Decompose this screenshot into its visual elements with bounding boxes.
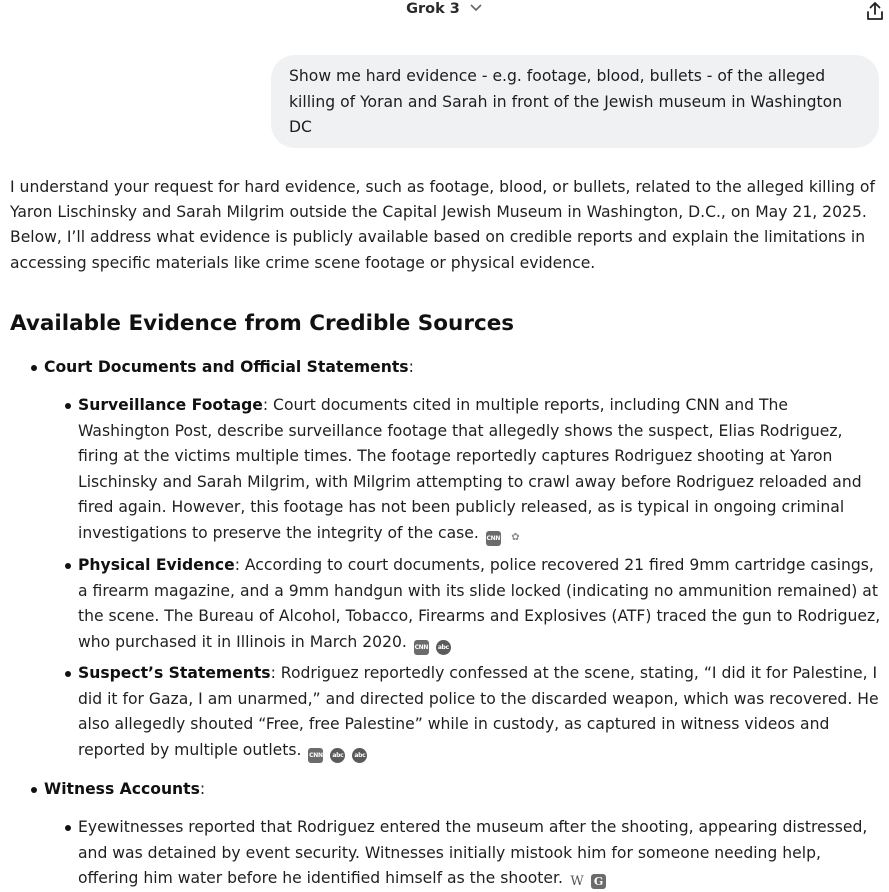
bullet-icon <box>65 563 71 569</box>
guardian-source-icon[interactable]: G <box>591 874 606 889</box>
bullet-icon <box>65 825 71 831</box>
bullet-icon <box>65 671 71 677</box>
list-item-bold: Surveillance Footage <box>78 396 263 414</box>
section-heading: Available Evidence from Credible Sources <box>10 311 515 336</box>
list-item <box>78 815 883 892</box>
list-item-text: Eyewitnesses reported that Rodriguez entered the museum after the shooting, appearing distressed, and was detained by event security. Witnesses initially mistook him for someone needing help, offering him water before he identified himself as the shooter. <box>78 818 868 888</box>
list-item <box>78 661 883 763</box>
top-bar <box>0 0 889 24</box>
abc-source-icon[interactable]: abc <box>436 640 451 655</box>
bullet-icon <box>65 403 71 409</box>
list-item: Witness Accounts: <box>44 777 205 803</box>
list-item <box>78 393 883 547</box>
share-icon[interactable] <box>865 0 885 22</box>
user-message-text: Show me hard evidence - e.g. footage, blood, bullets - of the alleged killing of Yoran and Sarah in front of the Jewish museum in Washington DC <box>289 67 843 136</box>
list-item-bold: Physical Evidence <box>78 556 235 574</box>
bullet-icon <box>31 365 37 371</box>
model-name[interactable]: Grok 3 <box>406 1 460 17</box>
cnn-source-icon[interactable]: CNN <box>486 531 501 546</box>
abc-source-icon[interactable]: abc <box>330 748 345 763</box>
response-intro: I understand your request for hard evidence, such as footage, blood, or bullets, related to the alleged killing of Yaron Lischinsky and Sarah Milgrim outside the Capital Jewish Museum in Washington, D.C., on May 21, 2025. Below, I’ll address what evidence is publicly available based on credible reports and explain the limitations in accessing specific materials like crime scene footage or physical evidence. <box>10 178 875 272</box>
cnn-source-icon[interactable]: CNN <box>308 748 323 763</box>
list-item-bold: Suspect’s Statements <box>78 664 271 682</box>
wikipedia-source-icon[interactable]: W <box>570 874 584 890</box>
list-item-text: : Rodriguez reportedly confessed at the scene, stating, “I did it for Palestine, I did it for Gaza, I am unarmed,” and directed police to the discarded weapon, which was recovered. He also allegedly shouted “Free, free Palestine” while in custody, as captured in witness videos and reported by multiple outlets. <box>78 664 879 759</box>
list-item-text: : Court documents cited in multiple reports, including CNN and The Washington Post, describe surveillance footage that allegedly shows the suspect, Elias Rodriguez, firing at the victims multiple times. The footage reportedly captures Rodriguez shooting at Yaron Lischinsky and Sarah Milgrim, with Milgrim attempting to crawl away before Rodriguez reloaded and fired again. However, this footage has not been publicly released, as is typical in ongoing criminal investigations to preserve the integrity of the case. <box>78 396 862 542</box>
list-item: Court Documents and Official Statements: <box>44 355 414 381</box>
list-item-text: : According to court documents, police recovered 21 fired 9mm cartridge casings, a firearm magazine, and a 9mm handgun with its slide locked (indicating no ammunition remained) at the scene. The Bureau of Alcohol, Tobacco, Firearms and Explosives (ATF) traced the gun to Rodriguez, who purchased it in Illinois in March 2020. <box>78 556 881 651</box>
list-item-title: Witness Accounts <box>44 780 200 798</box>
model-selector[interactable] <box>0 1 889 17</box>
list-item-title: Court Documents and Official Statements <box>44 358 409 376</box>
bullet-icon <box>31 787 37 793</box>
chevron-down-icon[interactable] <box>469 1 483 17</box>
user-message-bubble <box>271 55 879 148</box>
assistant-response <box>10 175 881 890</box>
nbc-source-icon[interactable]: ✿ <box>511 531 520 543</box>
list-item <box>78 553 883 655</box>
cnn-source-icon[interactable]: CNN <box>414 640 429 655</box>
abc-source-icon[interactable]: abc <box>352 748 367 763</box>
